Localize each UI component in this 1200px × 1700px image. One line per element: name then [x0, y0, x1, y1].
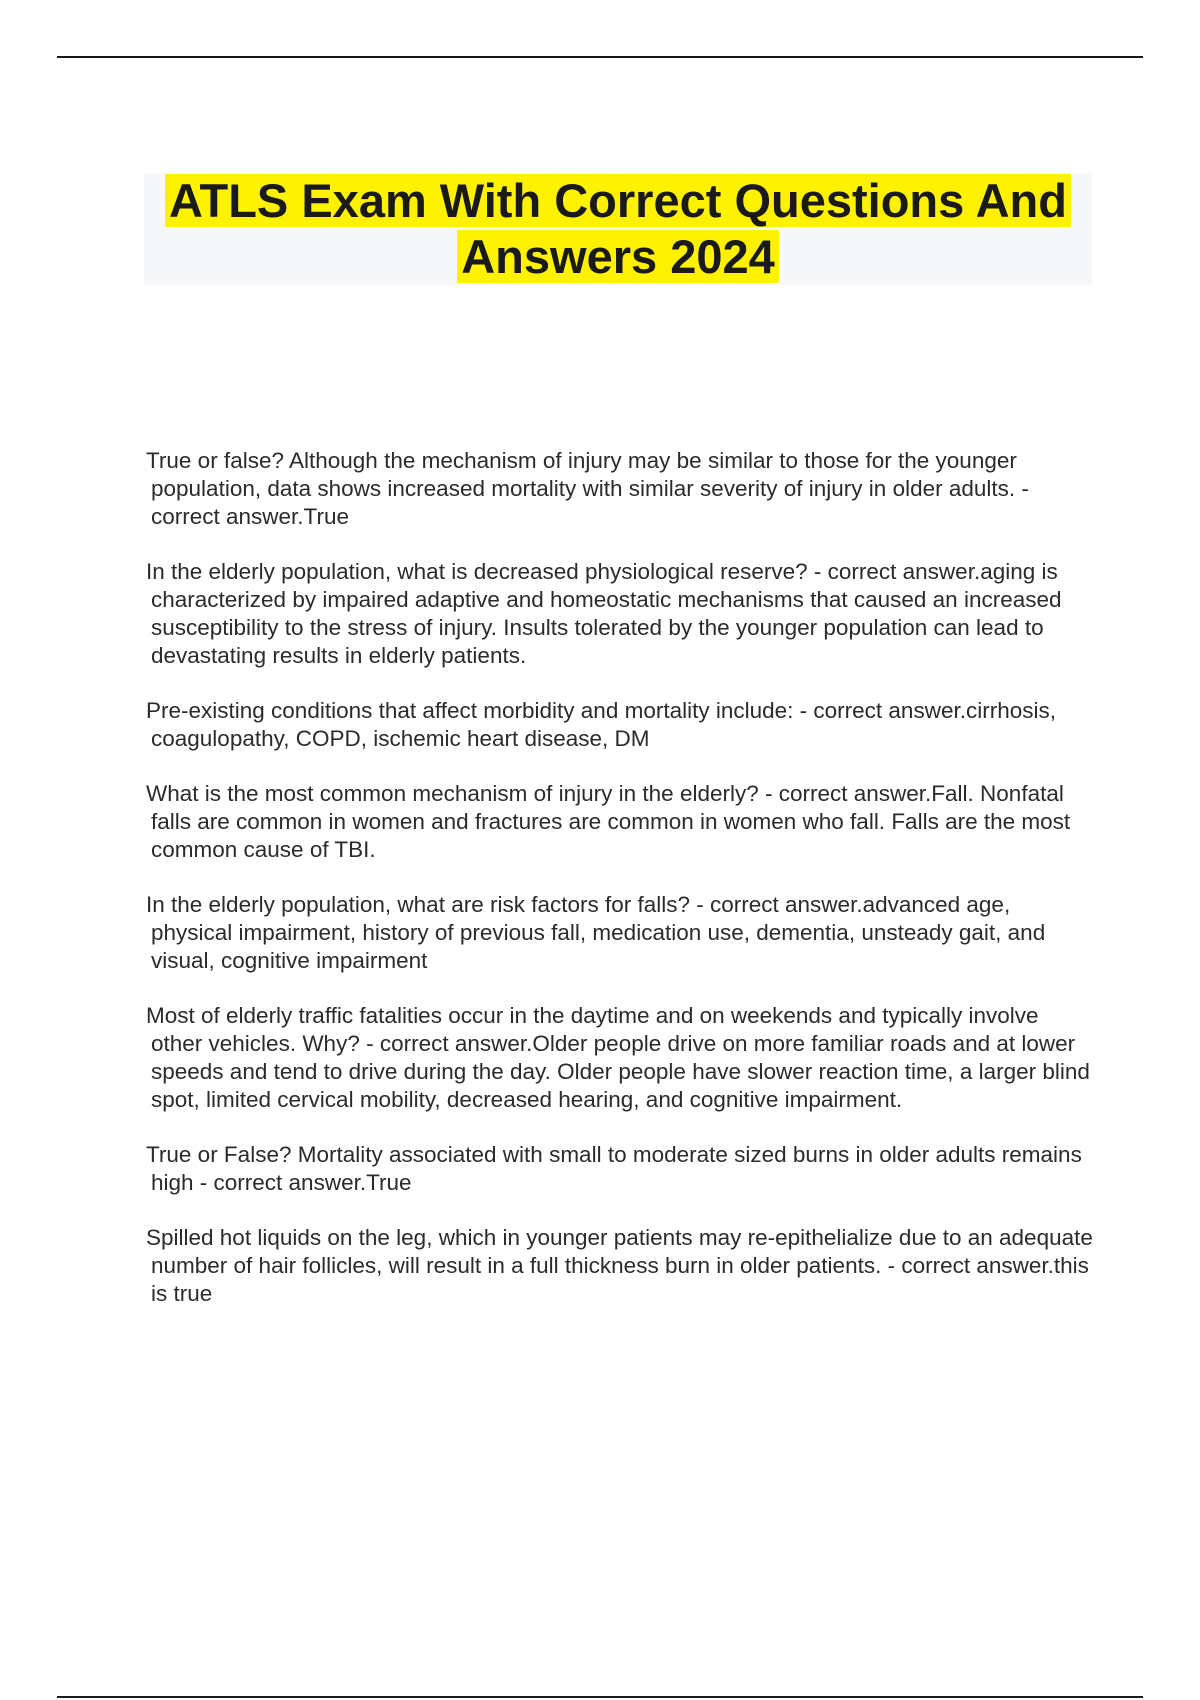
qa-item: True or False? Mortality associated with small to moderate sized burns in older adults remains high - correct answer.True [146, 1142, 1082, 1195]
qa-item: True or false? Although the mechanism of injury may be similar to those for the younger population, data shows increased mortality with similar severity of injury in older adults. - correct answer.True [146, 448, 1029, 529]
qa-item: Pre-existing conditions that affect morbidity and mortality include: - correct answer.cirrhosis, coagulopathy, COPD, ischemic heart disease, DM [146, 698, 1056, 751]
qa-item: Spilled hot liquids on the leg, which in younger patients may re-epithelialize due to an adequate number of hair follicles, will result in a full thickness burn in older patients. - correct answer.this is true [146, 1225, 1093, 1306]
qa-item: Most of elderly traffic fatalities occur in the daytime and on weekends and typically involve other vehicles. Why? - correct answer.Older people drive on more familiar roads and at lower speeds and tend to drive during the day. Older people have slower reaction time, a larger blind spot, limited cervical mobility, decreased hearing, and cognitive impairment. [146, 1003, 1090, 1112]
qa-list [146, 447, 1096, 1335]
qa-item: What is the most common mechanism of injury in the elderly? - correct answer.Fall. Nonfatal falls are common in women and fractures are common in women who fall. Falls are the most common cause of TBI. [146, 781, 1071, 862]
title-highlight: ATLS Exam With Correct Questions And Answers 2024 [165, 174, 1071, 283]
top-rule [57, 56, 1143, 58]
bottom-rule [57, 1696, 1143, 1698]
title-box [144, 173, 1092, 285]
qa-item: In the elderly population, what is decreased physiological reserve? - correct answer.aging is characterized by impaired adaptive and homeostatic mechanisms that caused an increased susceptibility to the stress of injury. Insults tolerated by the younger population can lead to devastating results in elderly patients. [146, 559, 1062, 668]
qa-item: In the elderly population, what are risk factors for falls? - correct answer.advanced age, physical impairment, history of previous fall, medication use, dementia, unsteady gait, and visual, cognitive impairment [146, 892, 1046, 973]
page-title [144, 173, 1092, 285]
